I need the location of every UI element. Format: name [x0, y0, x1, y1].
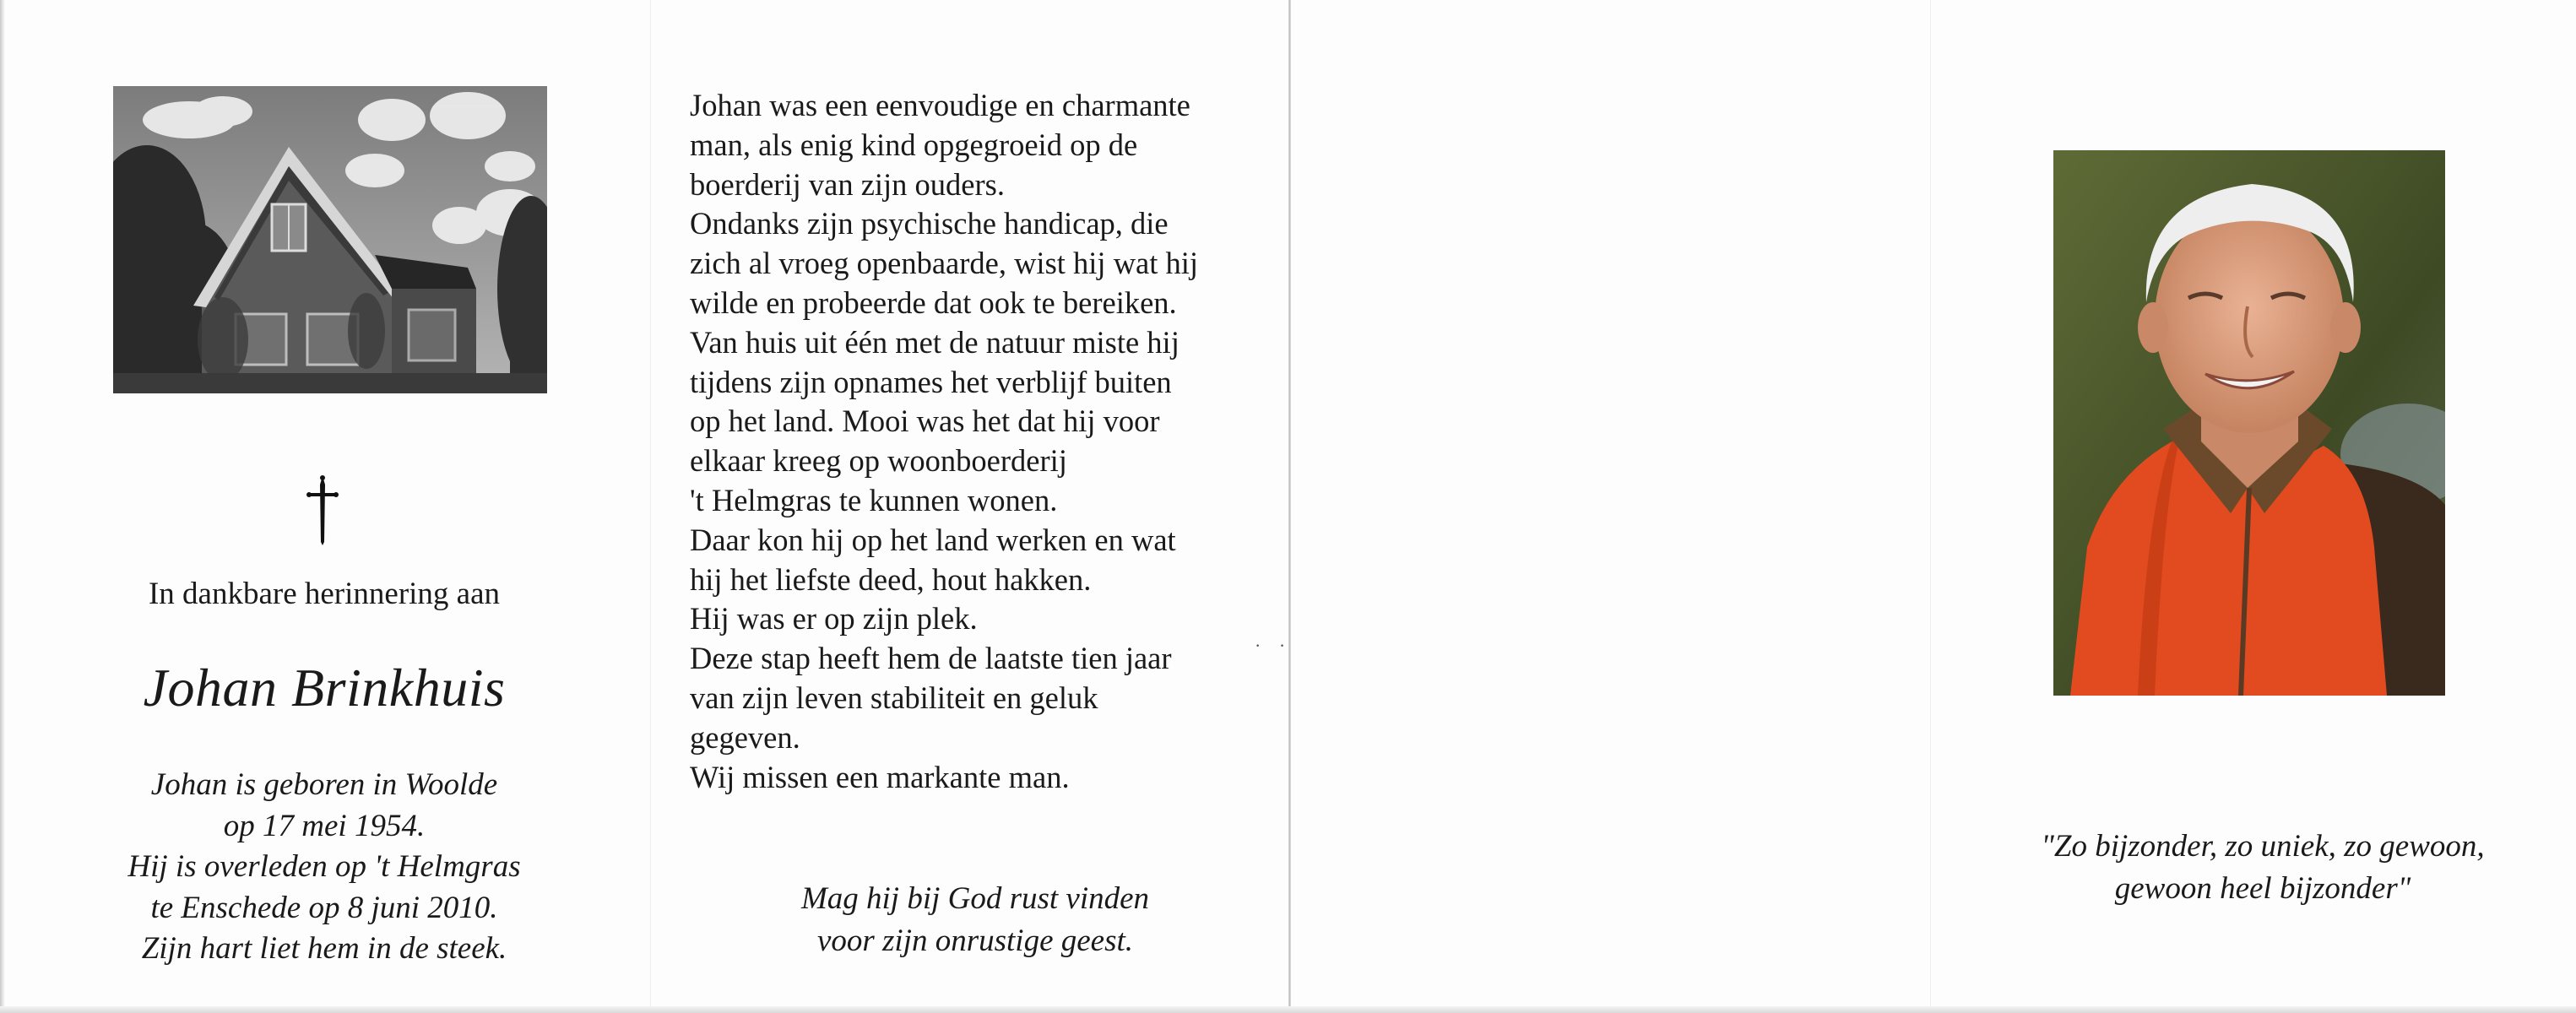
story-line: Johan was een eenvoudige en charmante — [690, 88, 1190, 122]
portrait-photo — [2053, 150, 2445, 696]
prayer-line: voor zijn onrustige geest. — [816, 924, 1134, 958]
story-line: Wij missen een markante man. — [690, 759, 1070, 794]
in-memory-heading: In dankbare herinnering aan — [148, 577, 501, 611]
house-photo-image — [113, 86, 547, 393]
bio-line: op 17 mei 1954. — [223, 808, 426, 843]
story-line: Van huis uit één met de natuur miste hij — [690, 324, 1180, 360]
story-line: elkaar kreeg op woonboerderij — [690, 443, 1067, 479]
story-line: wilde en probeerde dat ook te bereiken. — [690, 284, 1177, 320]
story-line: man, als enig kind opgegroeid op de — [690, 127, 1138, 162]
story-line: van zijn leven stabiliteit en geluk — [690, 680, 1098, 715]
story-line: tijdens zijn opnames het verblijf buiten — [690, 364, 1172, 399]
bio-line: Zijn hart liet hem in de steek. — [141, 931, 507, 966]
card-center-fold — [1288, 0, 1291, 1013]
story-line: 't Helmgras te kunnen wonen. — [690, 482, 1058, 517]
bio-line: Hij is overleden op 't Helmgras — [127, 849, 521, 884]
bio-text — [68, 765, 581, 970]
story-line: boerderij van zijn ouders. — [690, 166, 1005, 202]
prayer-text — [709, 878, 1241, 962]
story-line: Ondanks zijn psychische handicap, die — [690, 206, 1169, 241]
bio-line: Johan is geboren in Woolde — [150, 767, 498, 802]
story-line: Daar kon hij op het land werken en wat — [690, 522, 1176, 557]
card-left-edge — [0, 0, 5, 1013]
story-line: Hij was er op zijn plek. — [690, 601, 978, 637]
cross-icon — [297, 474, 348, 545]
story-line: Deze stap heeft hem de laatste tien jaar — [690, 641, 1172, 676]
story-line: hij het liefste deed, hout hakken. — [690, 561, 1092, 597]
card-bottom-edge — [0, 1006, 2576, 1013]
story-line: op het land. Mooi was het dat hij voor — [690, 404, 1160, 439]
panel-divider-left — [650, 0, 651, 1013]
life-story — [690, 86, 1281, 797]
quote-text — [1959, 826, 2567, 910]
quote-line: gewoon heel bijzonder" — [2114, 871, 2411, 906]
house-photo — [113, 86, 547, 393]
quote-line: "Zo bijzonder, zo uniek, zo gewoon, — [2041, 829, 2485, 864]
stray-dots: · · — [1255, 635, 1293, 656]
panel-divider-right — [1930, 0, 1931, 1013]
prayer-line: Mag hij bij God rust vinden — [800, 881, 1150, 916]
bio-line: te Enschede op 8 juni 2010. — [150, 890, 498, 925]
story-line: gegeven. — [690, 719, 800, 755]
story-line: zich al vroeg openbaarde, wist hij wat hij — [690, 246, 1199, 281]
deceased-name: Johan Brinkhuis — [143, 658, 506, 718]
portrait-image — [2053, 150, 2445, 696]
